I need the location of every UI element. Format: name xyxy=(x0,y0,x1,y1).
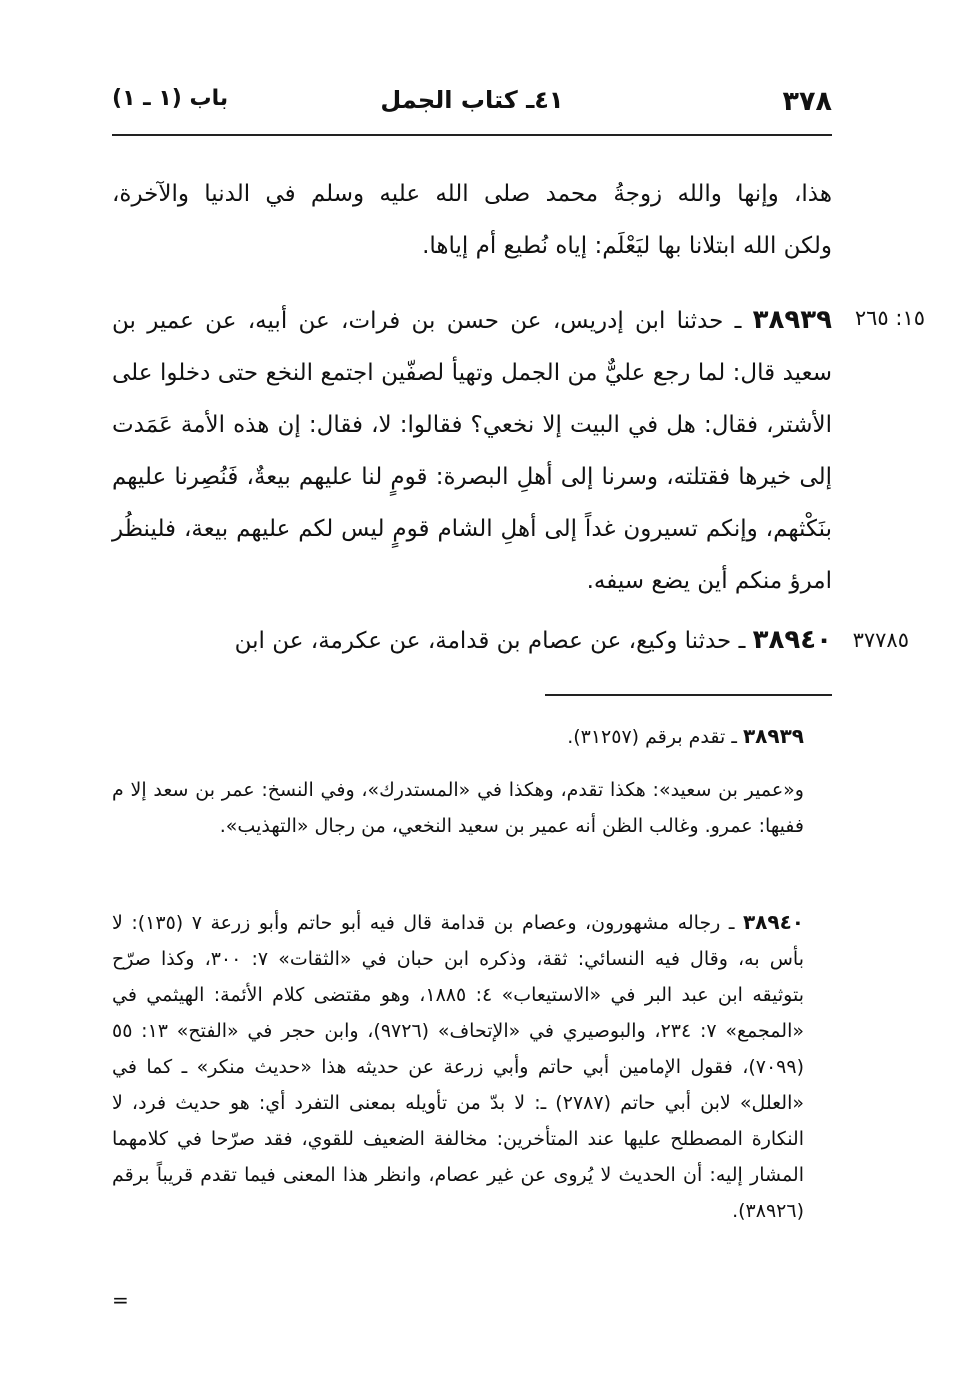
footnote-1-head xyxy=(112,718,832,755)
intro-paragraph xyxy=(112,168,832,272)
hadith-1-paragraph xyxy=(112,294,832,607)
hadith-2-text: ـ حدثنا وكيع، عن عصام بن قدامة، عن عكرمة، عن ابن xyxy=(234,628,753,654)
chapter-label: باب (١ ـ ١) xyxy=(112,86,229,111)
footnote-rule xyxy=(545,694,832,696)
hadith-2-paragraph xyxy=(112,614,832,667)
footnote-1-body-text: و«عمير بن سعيد»: هكذا تقدم، وهكذا في «المستدرك»، وفي النسخ: عمر بن سعد إلا م ففيها: عمرو. وغالب الظن أنه عمير بن سعيد النخعي، من رجال «التهذيب». xyxy=(112,779,804,837)
continuation-mark: = xyxy=(112,1288,129,1312)
intro-line-1: هذا، وإنها والله زوجةُ محمد صلى الله عليه وسلم في الدنيا والآخرة، xyxy=(112,181,832,207)
page-number: ٣٧٨ xyxy=(782,86,832,117)
hadith-2-side-ref: ٣٧٧٨٥ xyxy=(852,628,909,652)
footnote-1-body xyxy=(112,772,832,844)
intro-line-2: ولكن الله ابتلانا بها ليَعْلَم: إياه نُطيع أم إياها. xyxy=(422,233,832,259)
header-rule xyxy=(112,134,832,136)
footnote-1-head-text: ـ تقدم برقم (٣١٢٥٧). xyxy=(567,726,743,748)
book-title: ٤١ـ كتاب الجمل xyxy=(380,86,564,114)
hadith-1-side-ref: ١٥: ٢٦٥ xyxy=(854,306,925,330)
hadith-1-text: ـ حدثنا ابن إدريس، عن حسن بن فرات، عن أبيه، عن عمير بن سعيد قال: لما رجع عليٌّ من الجمل وتهيأ لصفّين اجتمع النخع حتى دخلوا على الأشتر، فقال: هل في البيت إلا نخعي؟ فقالوا: لا، فقال: إن هذه الأمة عَمَدت إلى خيرها فقتلته، وسرنا إلى أهلِ البصرة: قومٍ لنا عليهم بيعةٌ، فَنُصِرنا عليهم بنَكْثهم، وإنكم تسيرون غداً إلى أهلِ الشام قومٍ ليس لكم عليهم بيعة، فلينظُر امرؤ منكم أين يضع سيفه. xyxy=(112,308,832,594)
footnote-2 xyxy=(112,904,832,1229)
hadith-1-number: ٣٨٩٣٩ xyxy=(752,305,832,335)
hadith-2-number: ٣٨٩٤٠ xyxy=(752,625,832,655)
footnote-2-number: ٣٨٩٤٠ xyxy=(742,910,805,934)
footnote-1-number: ٣٨٩٣٩ xyxy=(742,724,804,748)
page-header xyxy=(112,86,832,126)
footnote-2-text: ـ رجاله مشهورون، وعصام بن قدامة قال فيه أبو حاتم وأبو زرعة ٧ (١٣٥): لا بأس به، وقال فيه النسائي: ثقة، وذكره ابن حبان في «الثقات» ٧: ٣٠٠، وكذا صرّح بتوثيقه ابن عبد البر في «الاستيعاب» ٤: ١٨٨٥، وهو مقتضى كلام الأئمة: الهيثمي في «المجمع» ٧: ٢٣٤، والبوصيري في «الإتحاف» (٩٧٢٦)، وابن حجر في «الفتح» ١٣: ٥٥ (٧٠٩٩)، فقول الإمامين أبي حاتم وأبي زرعة عن حديثه هذا «حديث منكر» ـ كما في «العلل» لابن أبي حاتم (٢٧٨٧) ـ: لا بدّ من تأويله بمعنى التفرد أي: هو حديث فرد، لا النكارة المصطلح عليها عند المتأخرين: مخالفة الضعيف للقوي، فقد صرّحا في كلامهما المشار إليه: أن الحديث لا يُروى عن غير عصام، وانظر هذا المعنى فيما تقدم قريباً برقم (٣٨٩٢٦). xyxy=(112,912,804,1222)
